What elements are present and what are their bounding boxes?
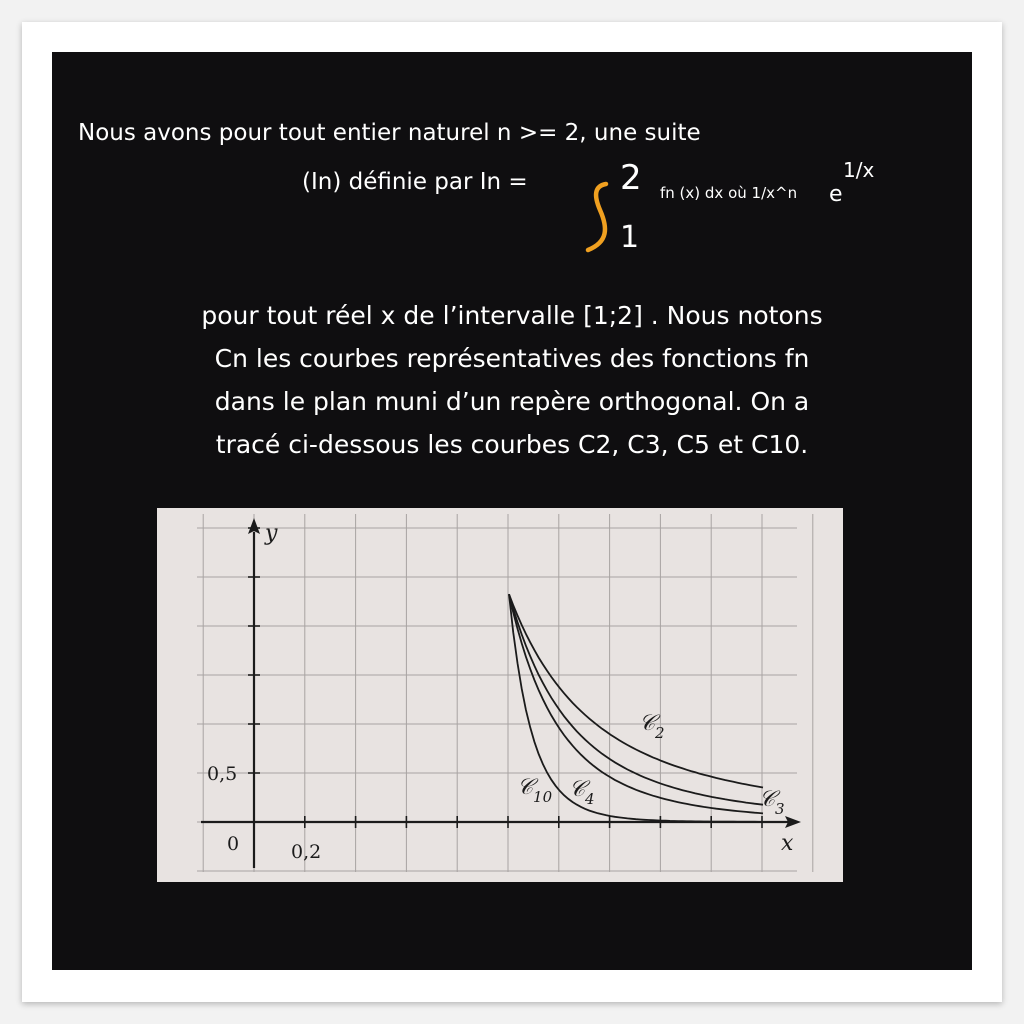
exp-exponent: 1/x (843, 158, 875, 182)
graph-photo (157, 508, 843, 882)
integral-sign (584, 172, 618, 258)
paragraph-line-2: Cn les courbes représentatives des fonctions fn (214, 344, 810, 373)
x-tick-label: 0,2 (291, 841, 322, 863)
x-axis-label: x (781, 831, 794, 856)
integrand-text: fn (x) dx où 1/x^n (660, 184, 798, 202)
integral-upper-bound: 2 (620, 158, 642, 198)
y-axis-label: y (265, 521, 278, 546)
statement-line-2: (In) définie par In = (302, 169, 528, 195)
y-tick-label: 0,5 (207, 763, 238, 785)
paragraph-line-4: tracé ci-dessous les courbes C2, C3, C5 et C10. (215, 430, 809, 459)
paragraph-line-3: dans le plan muni d’un repère orthogonal. On a (214, 387, 810, 416)
statement-paragraph (52, 294, 972, 466)
exp-base: e (829, 182, 843, 207)
curve-label-c2: 𝒞$_2$ (639, 711, 665, 742)
statement-line-1: Nous avons pour tout entier naturel n >= 2, une suite (78, 120, 701, 146)
axis-ticks (248, 528, 762, 828)
grid (157, 514, 813, 872)
curve-label-c3: 𝒞$_3$ (759, 787, 785, 818)
curve-label-c10: 𝒞$_{10}$ (517, 775, 553, 806)
paragraph-line-1: pour tout réel x de l’intervalle [1;2] . Nous notons (201, 301, 823, 330)
integral-lower-bound: 1 (620, 220, 640, 255)
curve-label-c4: 𝒞$_4$ (569, 777, 595, 808)
origin-label: 0 (227, 833, 240, 855)
graph-figure (157, 508, 843, 882)
